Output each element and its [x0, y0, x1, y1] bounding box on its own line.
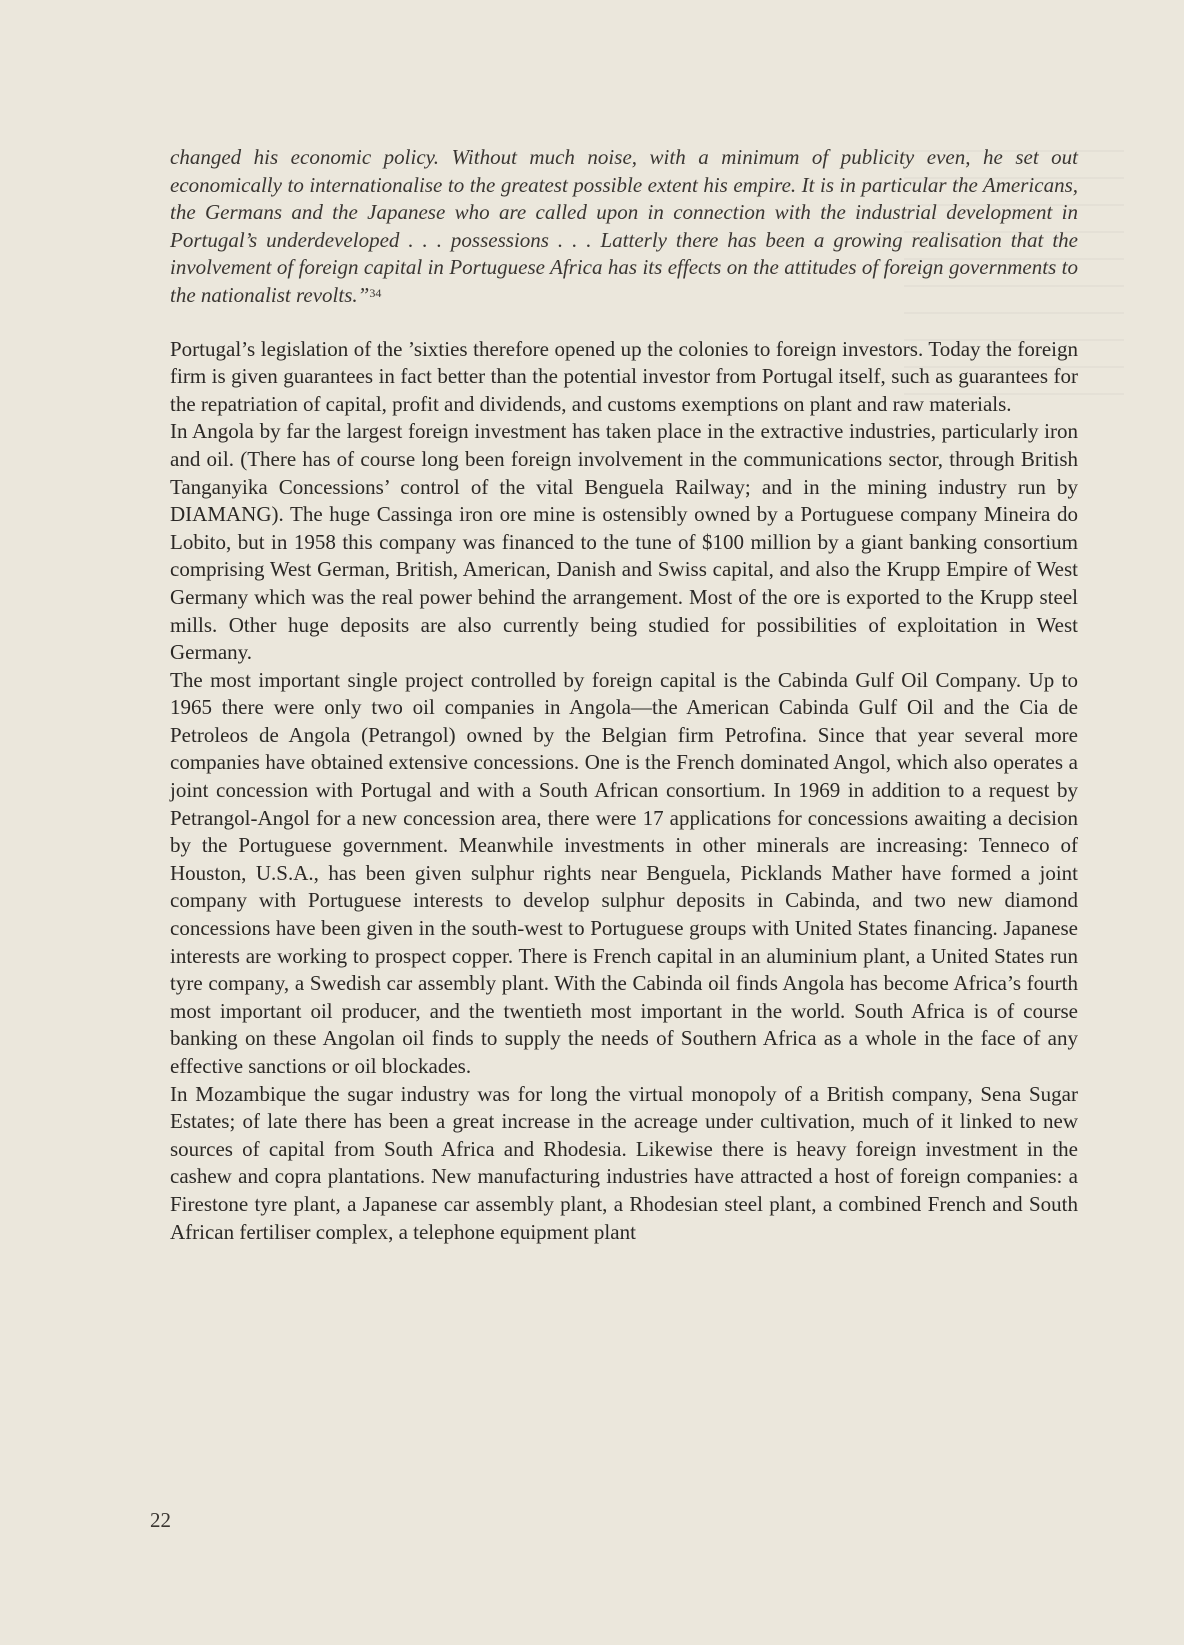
quote-text: changed his economic policy. Without much noise, with a minimum of publicity even, he set out economically to internationalise to the greatest possible extent his empire. It is in particular the Americans, the Germans and the Japanese who are called upon in connection with the industrial development in Portugal’s underdeveloped . . . possessions . . . Latterly there has been a growing realisation that the involvement of foreign capital in Portuguese Africa has its effects on the attitudes of foreign governments to the nationalist revolts.” [170, 145, 1078, 307]
paragraph-cabinda-gulf-oil: The most important single project controlled by foreign capital is the Cabinda Gulf Oil Company. Up to 1965 there were only two oil companies in Angola—the American Cabinda Gulf Oil and the Cia de Petroleos de Angola (Petrangol) owned by the Belgian firm Petrofina. Since that year several more companies have obtained extensive concessions. One is the French dominated Angol, which also operates a joint concession with Portugal and with a South African consortium. In 1969 in addition to a request by Petrangol-Angol for a new concession area, there were 17 applications for concessions awaiting a decision by the Portuguese government. Meanwhile investments in other minerals are increasing: Tenneco of Houston, U.S.A., has been given sulphur rights near Benguela, Picklands Mather have formed a joint company with Portuguese interests to develop sulphur deposits in Cabinda, and two new diamond concessions have been given in the south-west to Portuguese groups with United States financing. Japanese interests are working to prospect copper. There is French capital in an aluminium plant, a United States run tyre company, a Swedish car assembly plant. With the Cabinda oil finds Angola has become Africa’s fourth most important oil producer, and the twentieth most important in the world. South Africa is of course banking on these Angolan oil finds to supply the needs of Southern Africa as a whole in the face of any effective sanctions or oil blockades. [170, 667, 1078, 1078]
paragraph-portugal-legislation: Portugal’s legislation of the ’sixties therefore opened up the colonies to foreign investors. Today the foreign firm is given guarantees in fact better than the potential investor from Portugal itself, such as guarantees for the repatriation of capital, profit and dividends, and customs exemptions on plant and raw materials. [170, 336, 1078, 416]
paragraph-mozambique: In Mozambique the sugar industry was for long the virtual monopoly of a British company, Sena Sugar Estates; of late there has been a great increase in the acreage under cultivation, much of it linked to new sources of capital from South Africa and Rhodesia. Likewise there is heavy foreign investment in the cashew and copra plantations. New manufacturing industries have attracted a host of foreign companies: a Firestone tyre plant, a Japanese car assembly plant, a Rhodesian steel plant, a combined French and South African fertiliser complex, a telephone equipment plant [170, 1081, 1078, 1244]
page-body [170, 144, 1078, 1246]
footnote-marker: 34 [369, 285, 382, 300]
paragraph-angola-investment: In Angola by far the largest foreign investment has taken place in the extractive industries, particularly iron and oil. (There has of course long been foreign involvement in the communications sector, through British Tanganyika Concessions’ control of the vital Benguela Railway; and in the mining industry run by DIAMANG). The huge Cassinga iron ore mine is ostensibly owned by a Portuguese company Mineira do Lobito, but in 1958 this company was financed to the tune of $100 million by a giant banking consortium comprising West German, British, American, Danish and Swiss capital, and also the Krupp Empire of West Germany which was the real power behind the arrangement. Most of the ore is exported to the Krupp steel mills. Other huge deposits are also currently being studied for possibilities of exploitation in West Germany. [170, 419, 1078, 665]
block-quote [170, 144, 1078, 310]
page-number: 22 [150, 1508, 171, 1532]
